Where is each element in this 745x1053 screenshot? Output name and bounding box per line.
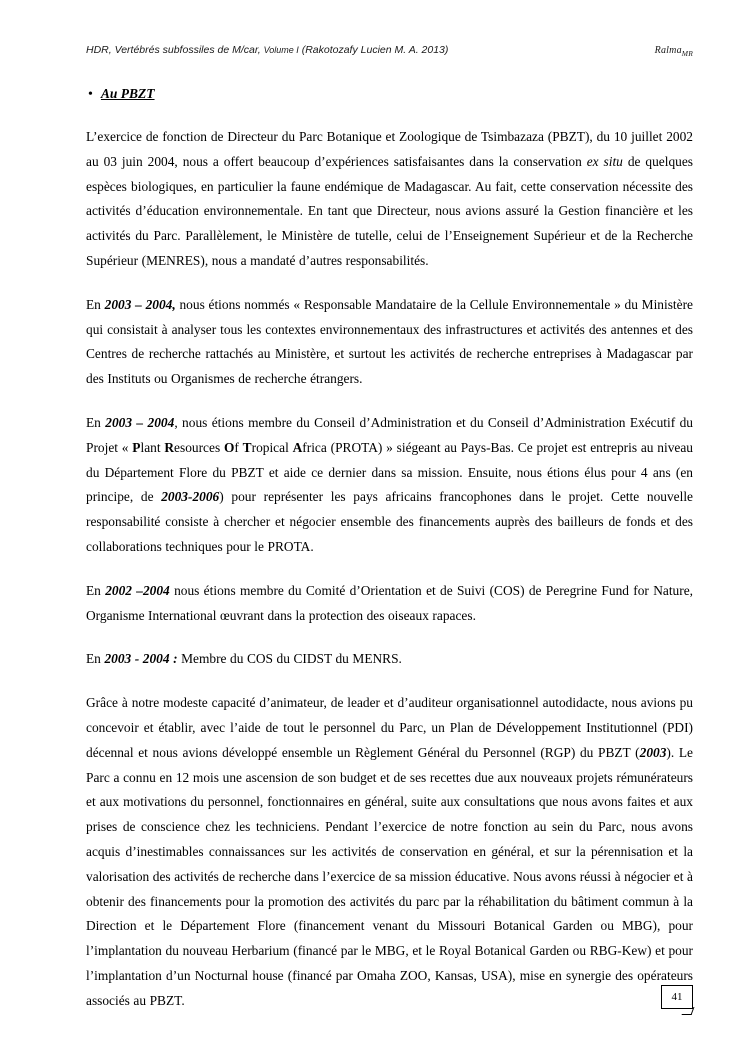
header-author: (Rakotozafy Lucien M. A. 2013) bbox=[298, 44, 449, 56]
paragraph-4 bbox=[86, 579, 693, 629]
paragraph-3-after-acronym: frica (PROTA) » siégeant au Pays-Bas. Ce projet est entrepris au niveau du Département Flore du PBZT et aide ce dernier dans sa mission. Ensuite, nous étions élus pour 4 ans (en principe, de bbox=[86, 439, 693, 505]
paragraph-5-lead: En bbox=[86, 651, 105, 667]
paragraph-6-part-b: ). Le Parc a connu en 12 mois une ascension de son budget et de ses recettes due aux nouveaux projets rémunérateurs et aux motivations du personnel, fonctionnaires en général, suite aux consultations que nous avons faites et aux prises de conscience chez les techniciens. Pendant l’exercice de notre fonction au sein du Parc, nous avons acquis d’inestimables connaissances sur les activités de conservation en général, et sur la pérennisation et la valorisation des activités de recherche dans l’exercice de sa mission éducative. Nous avons réussi à négocier et à obtenir des financements pour la promotion des activités du parc par la réhabilitation du bâtiment commun à la Direction et le Département Flore (financement venant du Missouri Botanical Garden ou MBG), pour l’implantation du nouveau Herbarium (financé par le MBG, et le Royal Botanical Garden ou RBG-Kew) et pour l’implantation d’un Nocturnal house (financé par Omaha ZOO, Kansas, USA), mise en synergie des opérateurs associés au PBZT. bbox=[86, 744, 693, 1008]
acronym-letter-r: R bbox=[164, 439, 175, 455]
paragraph-2-rest: nous étions nommés « Responsable Mandataire de la Cellule Environnementale » du Ministère qui consistait à analyser tous les contextes environnementaux des infrastructures et activités des antennes et des Centres de recherche rattachés au Ministère, et surtout les activités de recherche entreprises à Madagascar par des Instituts ou Organismes de recherche étrangers. bbox=[86, 296, 693, 387]
page-number-value: 41 bbox=[671, 991, 683, 1003]
paragraph-3-years-2: 2003-2006 bbox=[161, 489, 220, 505]
paragraph-6 bbox=[86, 691, 693, 1013]
header-right-main: Ralma bbox=[654, 45, 682, 56]
acronym-letter-t: T bbox=[242, 439, 252, 455]
paragraph-2 bbox=[86, 293, 693, 392]
header-document-title: HDR, Vertébrés subfossiles de M/car, bbox=[86, 44, 264, 56]
paragraph-5-rest: Membre du COS du CIDST du MENRS. bbox=[177, 651, 402, 667]
paragraph-4-lead: En bbox=[86, 582, 106, 598]
bullet-icon: • bbox=[88, 87, 93, 102]
acronym-letter-o: O bbox=[223, 439, 235, 455]
paragraph-1-part-a: L’exercice de fonction de Directeur du Parc Botanique et Zoologique de Tsimbazaza (PBZT), du 10 juillet 2002 au 03 juin 2004, nous a offert beaucoup d’expériences satisfaisantes dans la conservation bbox=[86, 129, 693, 169]
paragraph-5-years: 2003 - 2004 : bbox=[104, 651, 178, 667]
acronym-word-of: f bbox=[234, 439, 243, 455]
header-left bbox=[86, 44, 448, 56]
section-heading bbox=[86, 86, 693, 103]
header-right-sub: MR bbox=[681, 49, 693, 58]
paragraph-1-part-b: de quelques espèces biologiques, en particulier la faune endémique de Madagascar. Au fait, cette conservation nécessite des activités d’éducation environnementale. En tant que Directeur, nous avions assuré la Gestion financière et les activités du Parc. Parallèlement, le Ministère de tutelle, celui de l’Enseignement Supérieur et de la Recherche Supérieur (MENRES), nous a mandaté d’autres responsabilités. bbox=[86, 153, 693, 268]
header-volume: Volume I bbox=[263, 45, 299, 55]
paragraph-1-italic-term: ex situ bbox=[586, 153, 623, 169]
acronym-word-plant: lant bbox=[140, 439, 165, 455]
paragraph-3-lead: En bbox=[86, 414, 106, 430]
acronym-word-tropical: ropical bbox=[251, 439, 293, 455]
paragraph-3-tail: ) pour représenter les pays africains francophones dans le projet. Cette nouvelle responsabilité consiste à chercher et négocier ensemble des financements auprès des bailleurs de fonds et des collaborations techniques pour le PROTA. bbox=[86, 489, 693, 554]
page-number-badge bbox=[661, 985, 693, 1009]
paragraph-3-mid: , nous étions membre du Conseil d’Administration et du Conseil d’Administration Exécutif du Projet « bbox=[86, 414, 693, 455]
paragraph-6-part-a: Grâce à notre modeste capacité d’animateur, de leader et d’auditeur organisationnel autodidacte, nous avions pu concevoir et établir, avec l’aide de tout le personnel du Parc, un Plan de Développement Institutionnel (PDI) décennal et nous avions développé ensemble un Règlement Général du Personnel (RGP) du PBZT ( bbox=[86, 695, 693, 760]
paragraph-4-rest: nous étions membre du Comité d’Orientation et de Suivi (COS) de Peregrine Fund for Nature, Organisme International œuvrant dans la protection des oiseaux rapaces. bbox=[86, 582, 693, 623]
paragraph-1 bbox=[86, 125, 693, 274]
acronym-letter-p: P bbox=[132, 439, 141, 455]
acronym-word-resources: esources bbox=[174, 439, 224, 455]
acronym-letter-a: A bbox=[292, 439, 303, 455]
paragraph-6-year: 2003 bbox=[639, 744, 667, 760]
paragraph-3-years: 2003 – 2004 bbox=[105, 414, 175, 430]
paragraph-4-years: 2002 –2004 bbox=[105, 582, 170, 598]
paragraph-2-lead: En bbox=[86, 296, 105, 312]
page-header bbox=[86, 44, 693, 58]
section-heading-title: Au PBZT bbox=[100, 86, 155, 101]
header-right bbox=[655, 45, 693, 58]
paragraph-5 bbox=[86, 647, 693, 672]
paragraph-2-years: 2003 – 2004, bbox=[104, 296, 176, 312]
paragraph-3 bbox=[86, 411, 693, 560]
